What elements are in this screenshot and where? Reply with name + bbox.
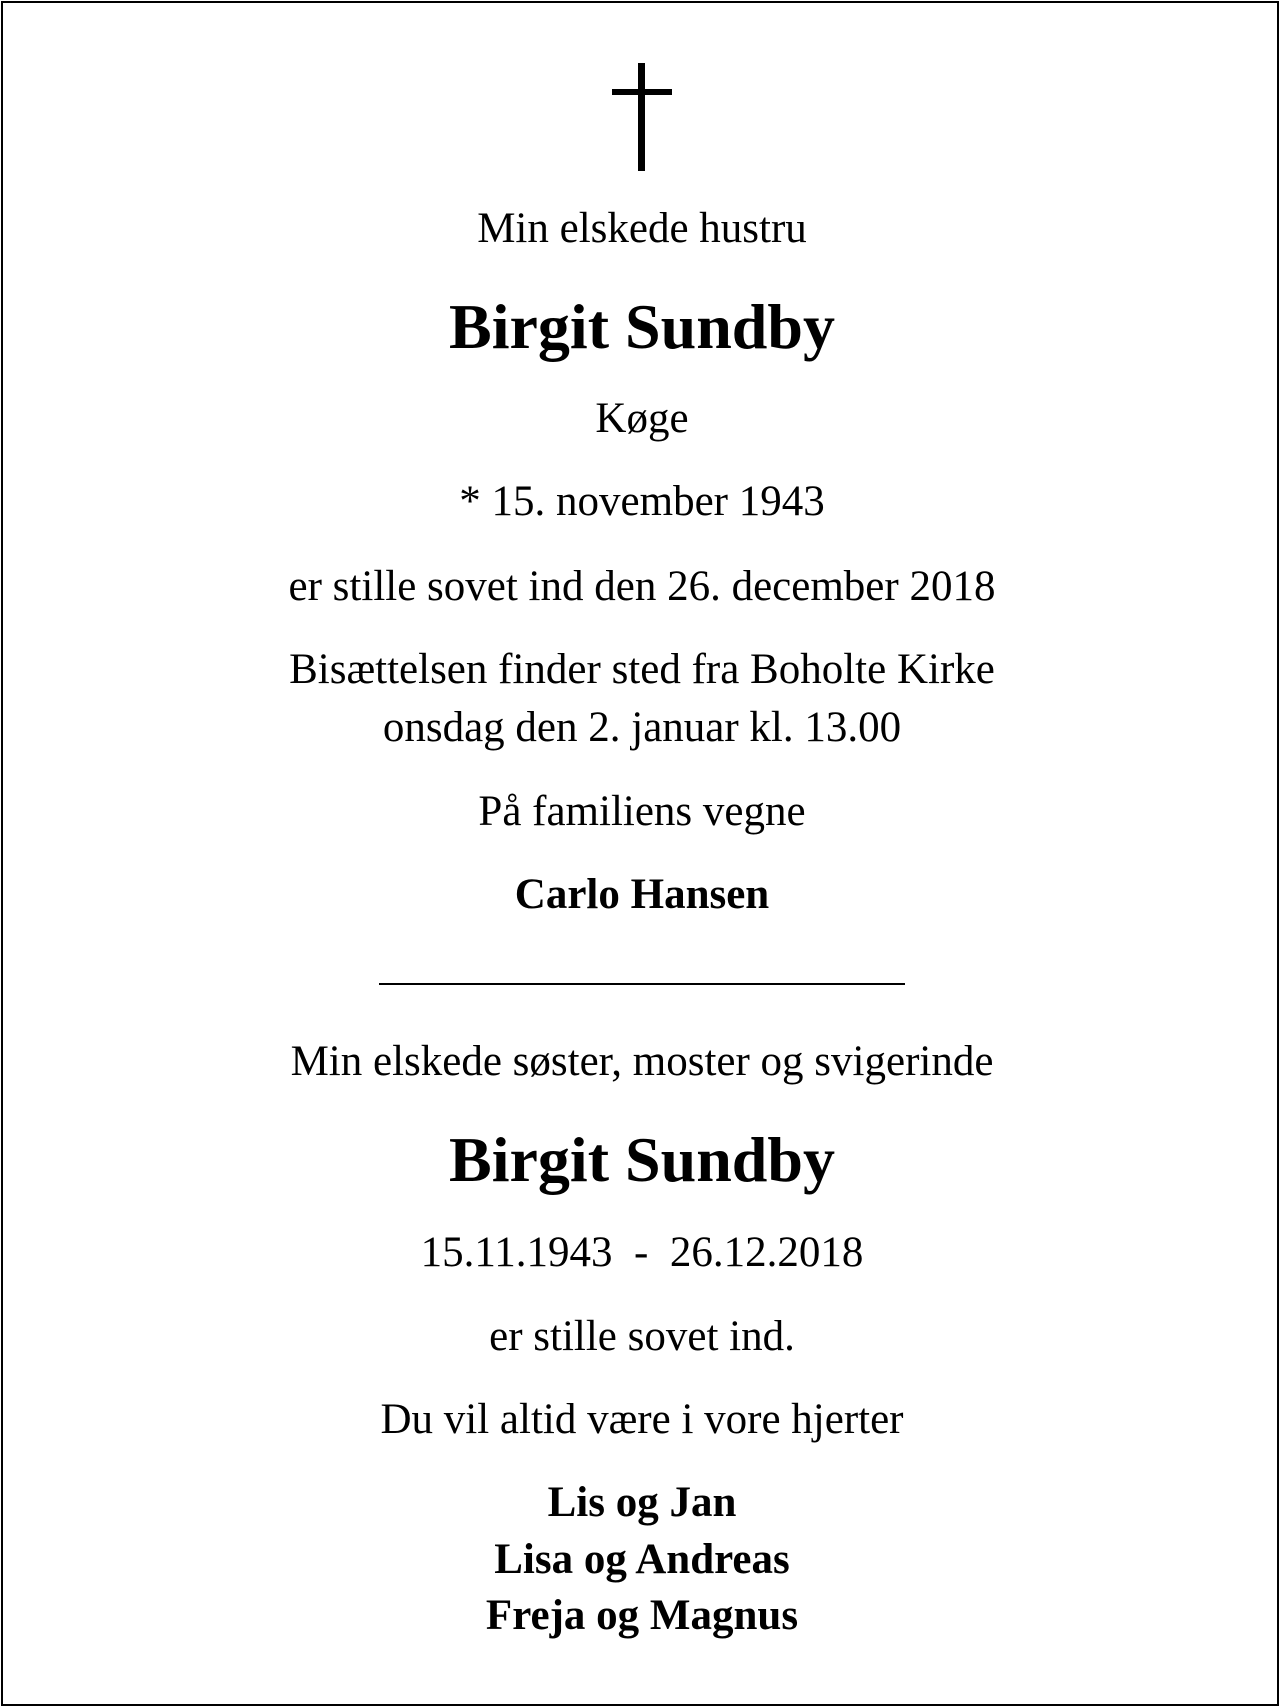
section-divider xyxy=(379,983,905,985)
notice2-signer-2: Lisa og Andreas xyxy=(494,1536,790,1583)
notice1-funeral-line2: onsdag den 2. januar kl. 13.00 xyxy=(382,704,902,751)
notice1-intro: Min elskede hustru xyxy=(477,205,807,252)
notice1-place: Køge xyxy=(595,395,689,442)
notice2-intro: Min elskede søster, moster og svigerinde xyxy=(290,1038,994,1085)
notice1-signer: Carlo Hansen xyxy=(514,871,770,918)
cross-icon xyxy=(3,63,1280,173)
notice1-name: Birgit Sundby xyxy=(449,291,835,362)
notice2-dates: 15.11.1943 - 26.12.2018 xyxy=(420,1229,864,1276)
notice2-name: Birgit Sundby xyxy=(449,1124,835,1195)
notice1-on-behalf: På familiens vegne xyxy=(478,788,806,835)
notice1-died: er stille sovet ind den 26. december 2018 xyxy=(288,563,996,610)
notice1-born: * 15. november 1943 xyxy=(459,478,825,525)
notice2-signer-1: Lis og Jan xyxy=(547,1479,737,1526)
notice1-funeral-line1: Bisættelsen finder sted fra Boholte Kirke xyxy=(289,646,995,693)
notice2-message: Du vil altid være i vore hjerter xyxy=(380,1396,904,1443)
notice2-passed: er stille sovet ind. xyxy=(489,1313,795,1360)
obituary-notice xyxy=(1,1,1279,1706)
notice2-signer-3: Freja og Magnus xyxy=(485,1592,799,1639)
